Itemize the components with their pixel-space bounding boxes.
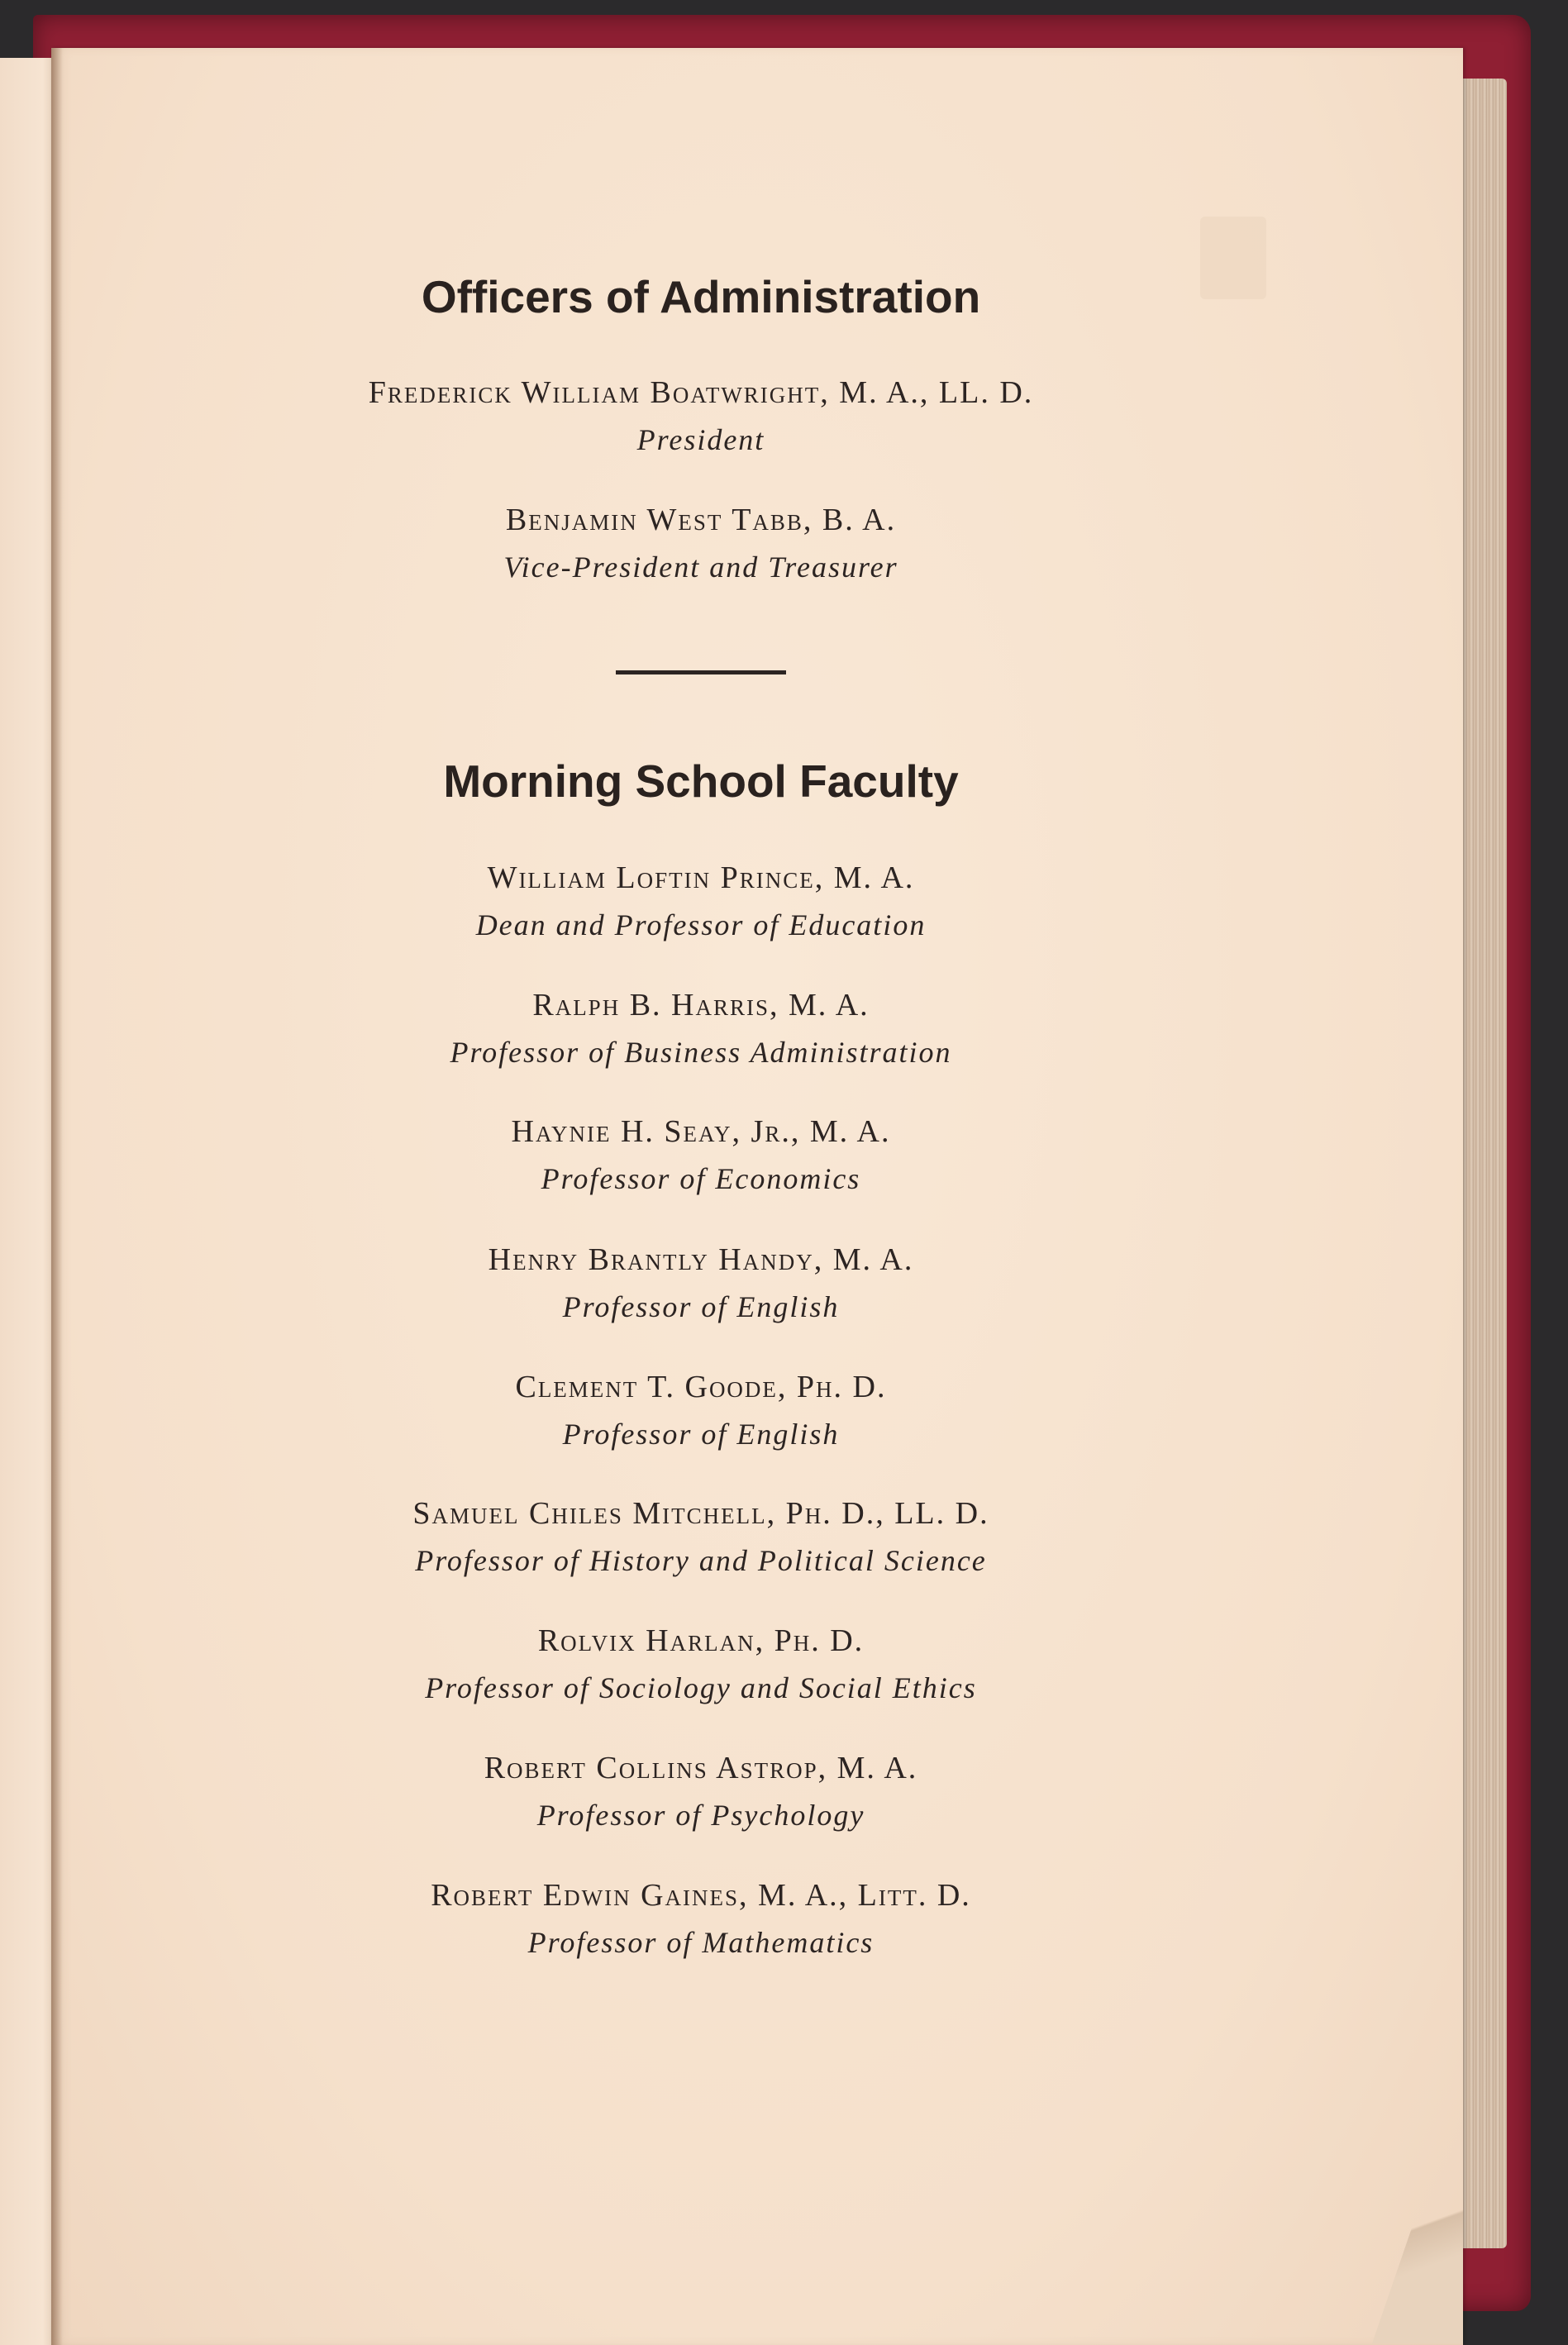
officer-entry (51, 377, 1351, 455)
faculty-role: Professor of History and Political Science (415, 1544, 987, 1577)
faculty-role: Professor of Business Administration (450, 1036, 952, 1069)
faculty-name: Robert Edwin Gaines, M. A., Litt. D. (431, 1878, 971, 1913)
faculty-role: Professor of English (562, 1418, 840, 1451)
officer-role: President (636, 423, 765, 456)
faculty-name: Henry Brantly Handy, M. A. (488, 1242, 914, 1277)
officer-role: Vice-President and Treasurer (503, 551, 898, 584)
faculty-name: William Loftin Prince, M. A. (487, 860, 915, 895)
faculty-role: Professor of Psychology (536, 1799, 865, 1832)
faculty-entry (51, 1116, 1351, 1194)
faculty-role: Professor of Sociology and Social Ethics (425, 1671, 977, 1704)
faculty-name: Rolvix Harlan, Ph. D. (537, 1623, 865, 1658)
faculty-entry (51, 989, 1351, 1067)
faculty-name: Robert Collins Astrop, M. A. (484, 1751, 918, 1785)
officer-name: Frederick William Boatwright, M. A., LL. D. (368, 375, 1034, 410)
faculty-heading: Morning School Faculty (443, 755, 959, 807)
faculty-entry (51, 1880, 1351, 1957)
faculty-entry (51, 1498, 1351, 1575)
faculty-name: Clement T. Goode, Ph. D. (515, 1370, 887, 1404)
faculty-entry (51, 1752, 1351, 1830)
officer-name: Benjamin West Tabb, B. A. (505, 503, 897, 537)
section-divider (616, 670, 786, 674)
faculty-entry (51, 1625, 1351, 1703)
faculty-entry (51, 1371, 1351, 1449)
faculty-name: Ralph B. Harris, M. A. (532, 988, 870, 1022)
faculty-role: Professor of Economics (541, 1162, 861, 1195)
faculty-role: Professor of Mathematics (527, 1926, 875, 1959)
faculty-entry (51, 862, 1351, 940)
faculty-role: Professor of English (562, 1290, 840, 1323)
officers-heading: Officers of Administration (421, 271, 981, 322)
officer-entry (51, 504, 1351, 582)
faculty-entry (51, 1244, 1351, 1322)
faculty-role: Dean and Professor of Education (475, 908, 927, 941)
faculty-name: Haynie H. Seay, Jr., M. A. (511, 1114, 891, 1149)
faculty-name: Samuel Chiles Mitchell, Ph. D., LL. D. (412, 1496, 989, 1531)
